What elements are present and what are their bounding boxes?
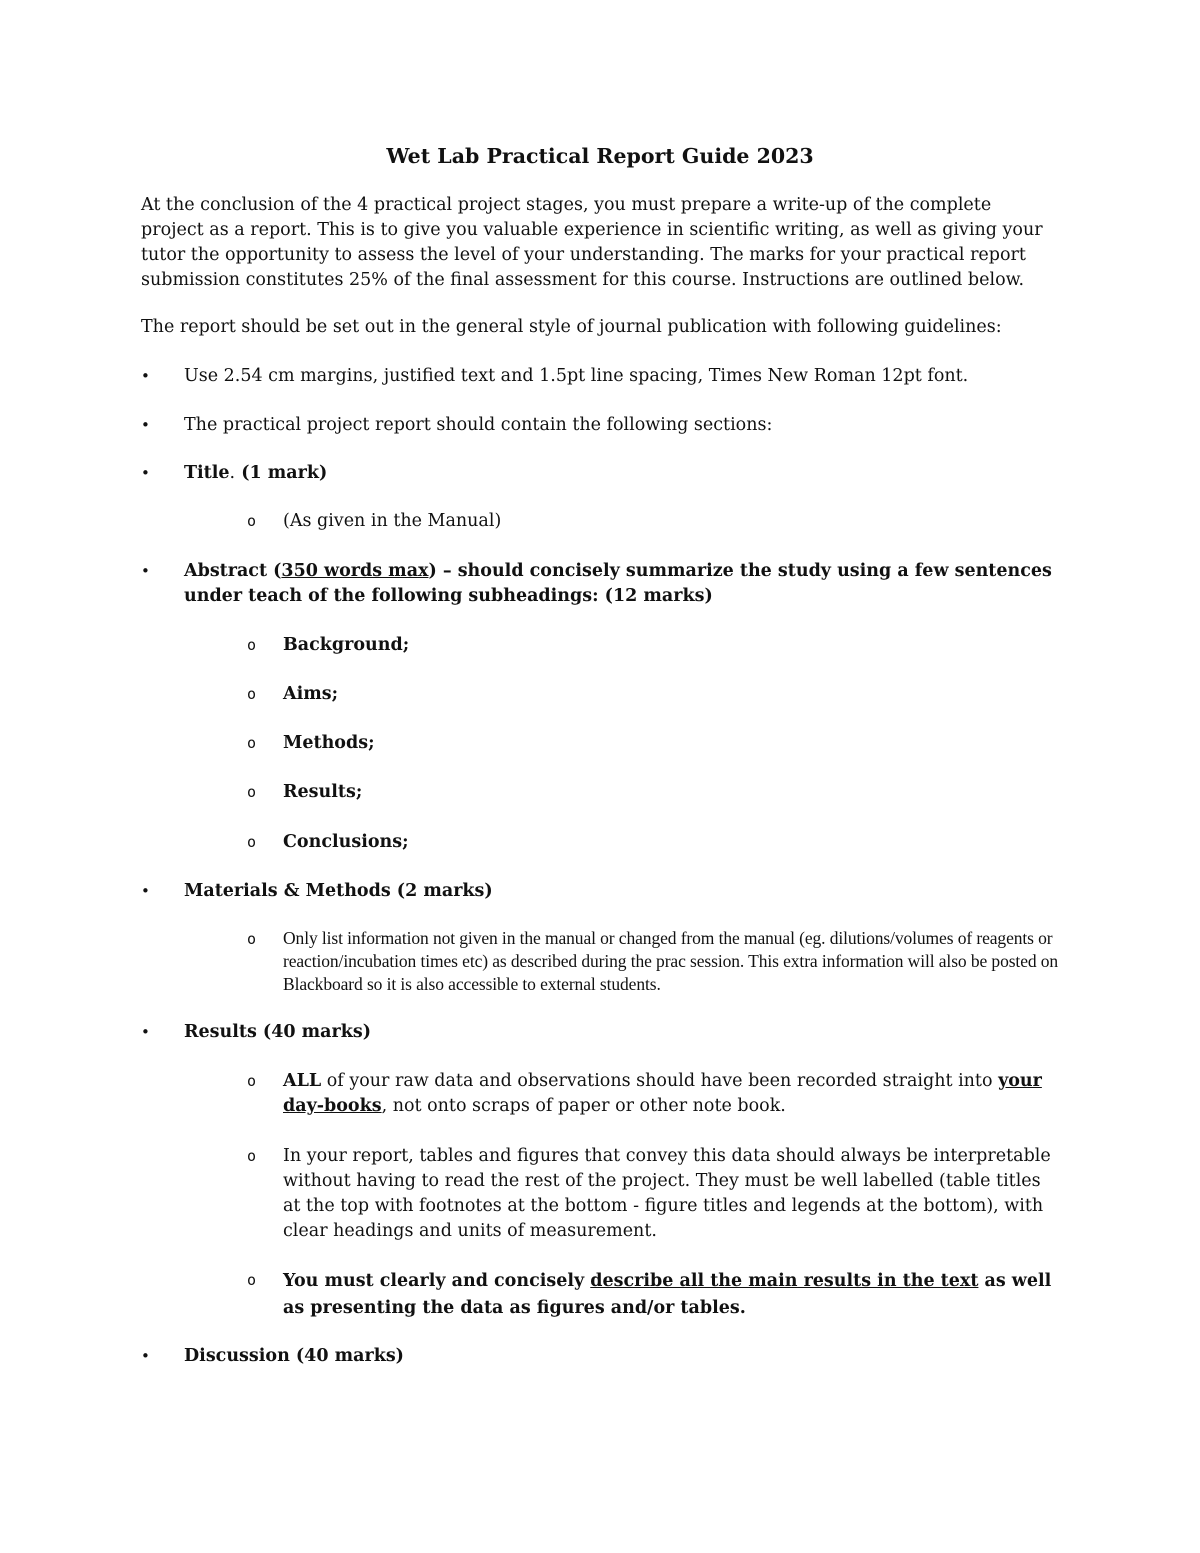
title-marks: (1 mark): [235, 463, 328, 483]
abstract-label: Abstract (: [184, 561, 282, 581]
results-sub3-text: You must clearly and concisely: [283, 1271, 591, 1291]
intro-paragraph: At the conclusion of the 4 practical project stages, you must prepare a write-up of the complete project as a report. This is to give you valuable experience in scientific writing, as well as giving your tutor the opportunity to assess the level of your understanding. The marks for your practical report submission constitutes 25% of the final assessment for this course. Instructions are outlined below.: [141, 195, 1043, 290]
bullet-abstract: [184, 559, 1064, 609]
sub-bullet-icon: o: [247, 930, 257, 948]
bullet-icon: •: [141, 367, 150, 385]
bullet-icon: •: [141, 562, 150, 580]
abstract-sub-background: Background;: [283, 635, 410, 655]
results-sub3-underline: describe all the main results in the text: [590, 1271, 979, 1291]
abstract-sub-aims: Aims;: [283, 684, 339, 704]
sub-bullet-icon: o: [247, 833, 257, 851]
sub-bullet-icon: o: [247, 734, 257, 752]
bullet-title: [184, 461, 1064, 486]
bullet-icon: •: [141, 1347, 150, 1365]
sub-bullet-icon: o: [247, 783, 257, 801]
bullet-icon: •: [141, 882, 150, 900]
abstract-sub-results: Results;: [283, 782, 363, 802]
sub-bullet-icon: o: [247, 1072, 257, 1090]
sub-bullet-icon: o: [247, 685, 257, 703]
results-sub3-end: as well as presenting the data as figures and/or tables.: [283, 1271, 1052, 1318]
title-sub: (As given in the Manual): [283, 511, 502, 531]
results-all: ALL: [283, 1071, 322, 1091]
results-sub-1: [283, 1069, 1063, 1119]
sub-bullet-icon: o: [247, 1147, 257, 1165]
abstract-sub-conclusions: Conclusions;: [283, 832, 409, 852]
title-dot: .: [229, 463, 236, 483]
sub-bullet-icon: o: [247, 512, 257, 530]
results-sub-3: [283, 1268, 1063, 1322]
bullet-discussion: Discussion (40 marks): [184, 1346, 404, 1366]
bullet-icon: •: [141, 1023, 150, 1041]
results-sub-2: In your report, tables and figures that convey this data should always be interpretable without having to read the rest of the project. They must be well labelled (table titles at the top with footnotes at the bottom - figure titles and legends at the bottom), with clear headings and units of measurement.: [283, 1146, 1051, 1241]
materials-sub: Only list information not given in the manual or changed from the manual (eg. dilutions/volumes of reagents or reaction/incubation times etc) as described during the prac session. This extra information will also be posted on Blackboard so it is also accessible to external students.: [283, 928, 1059, 994]
bullet-icon: •: [141, 416, 150, 434]
sub-bullet-icon: o: [247, 1271, 257, 1289]
sub-bullet-icon: o: [247, 636, 257, 654]
results-sub1-text: of your raw data and observations should have been recorded straight into: [321, 1071, 999, 1091]
bullet-formatting: Use 2.54 cm margins, justified text and 1.5pt line spacing, Times New Roman 12pt font.: [184, 366, 969, 386]
results-daybooks: your day-books: [283, 1071, 1042, 1116]
title-label: Title: [184, 463, 230, 483]
bullet-sections: The practical project report should contain the following sections:: [184, 415, 773, 435]
bullet-icon: •: [141, 464, 150, 482]
page-title: Wet Lab Practical Report Guide 2023: [386, 144, 814, 168]
abstract-sub-methods: Methods;: [283, 733, 375, 753]
abstract-desc: ) – should concisely summarize the study using a few sentences under teach of the following subheadings: (12 marks): [184, 561, 1052, 606]
results-sub1-end: , not onto scraps of paper or other note book.: [381, 1096, 786, 1116]
bullet-results: Results (40 marks): [184, 1022, 371, 1042]
bullet-materials: Materials & Methods (2 marks): [184, 881, 493, 901]
style-paragraph: The report should be set out in the general style of journal publication with following guidelines:: [141, 317, 1002, 337]
abstract-word-limit: 350 words max: [281, 561, 429, 581]
